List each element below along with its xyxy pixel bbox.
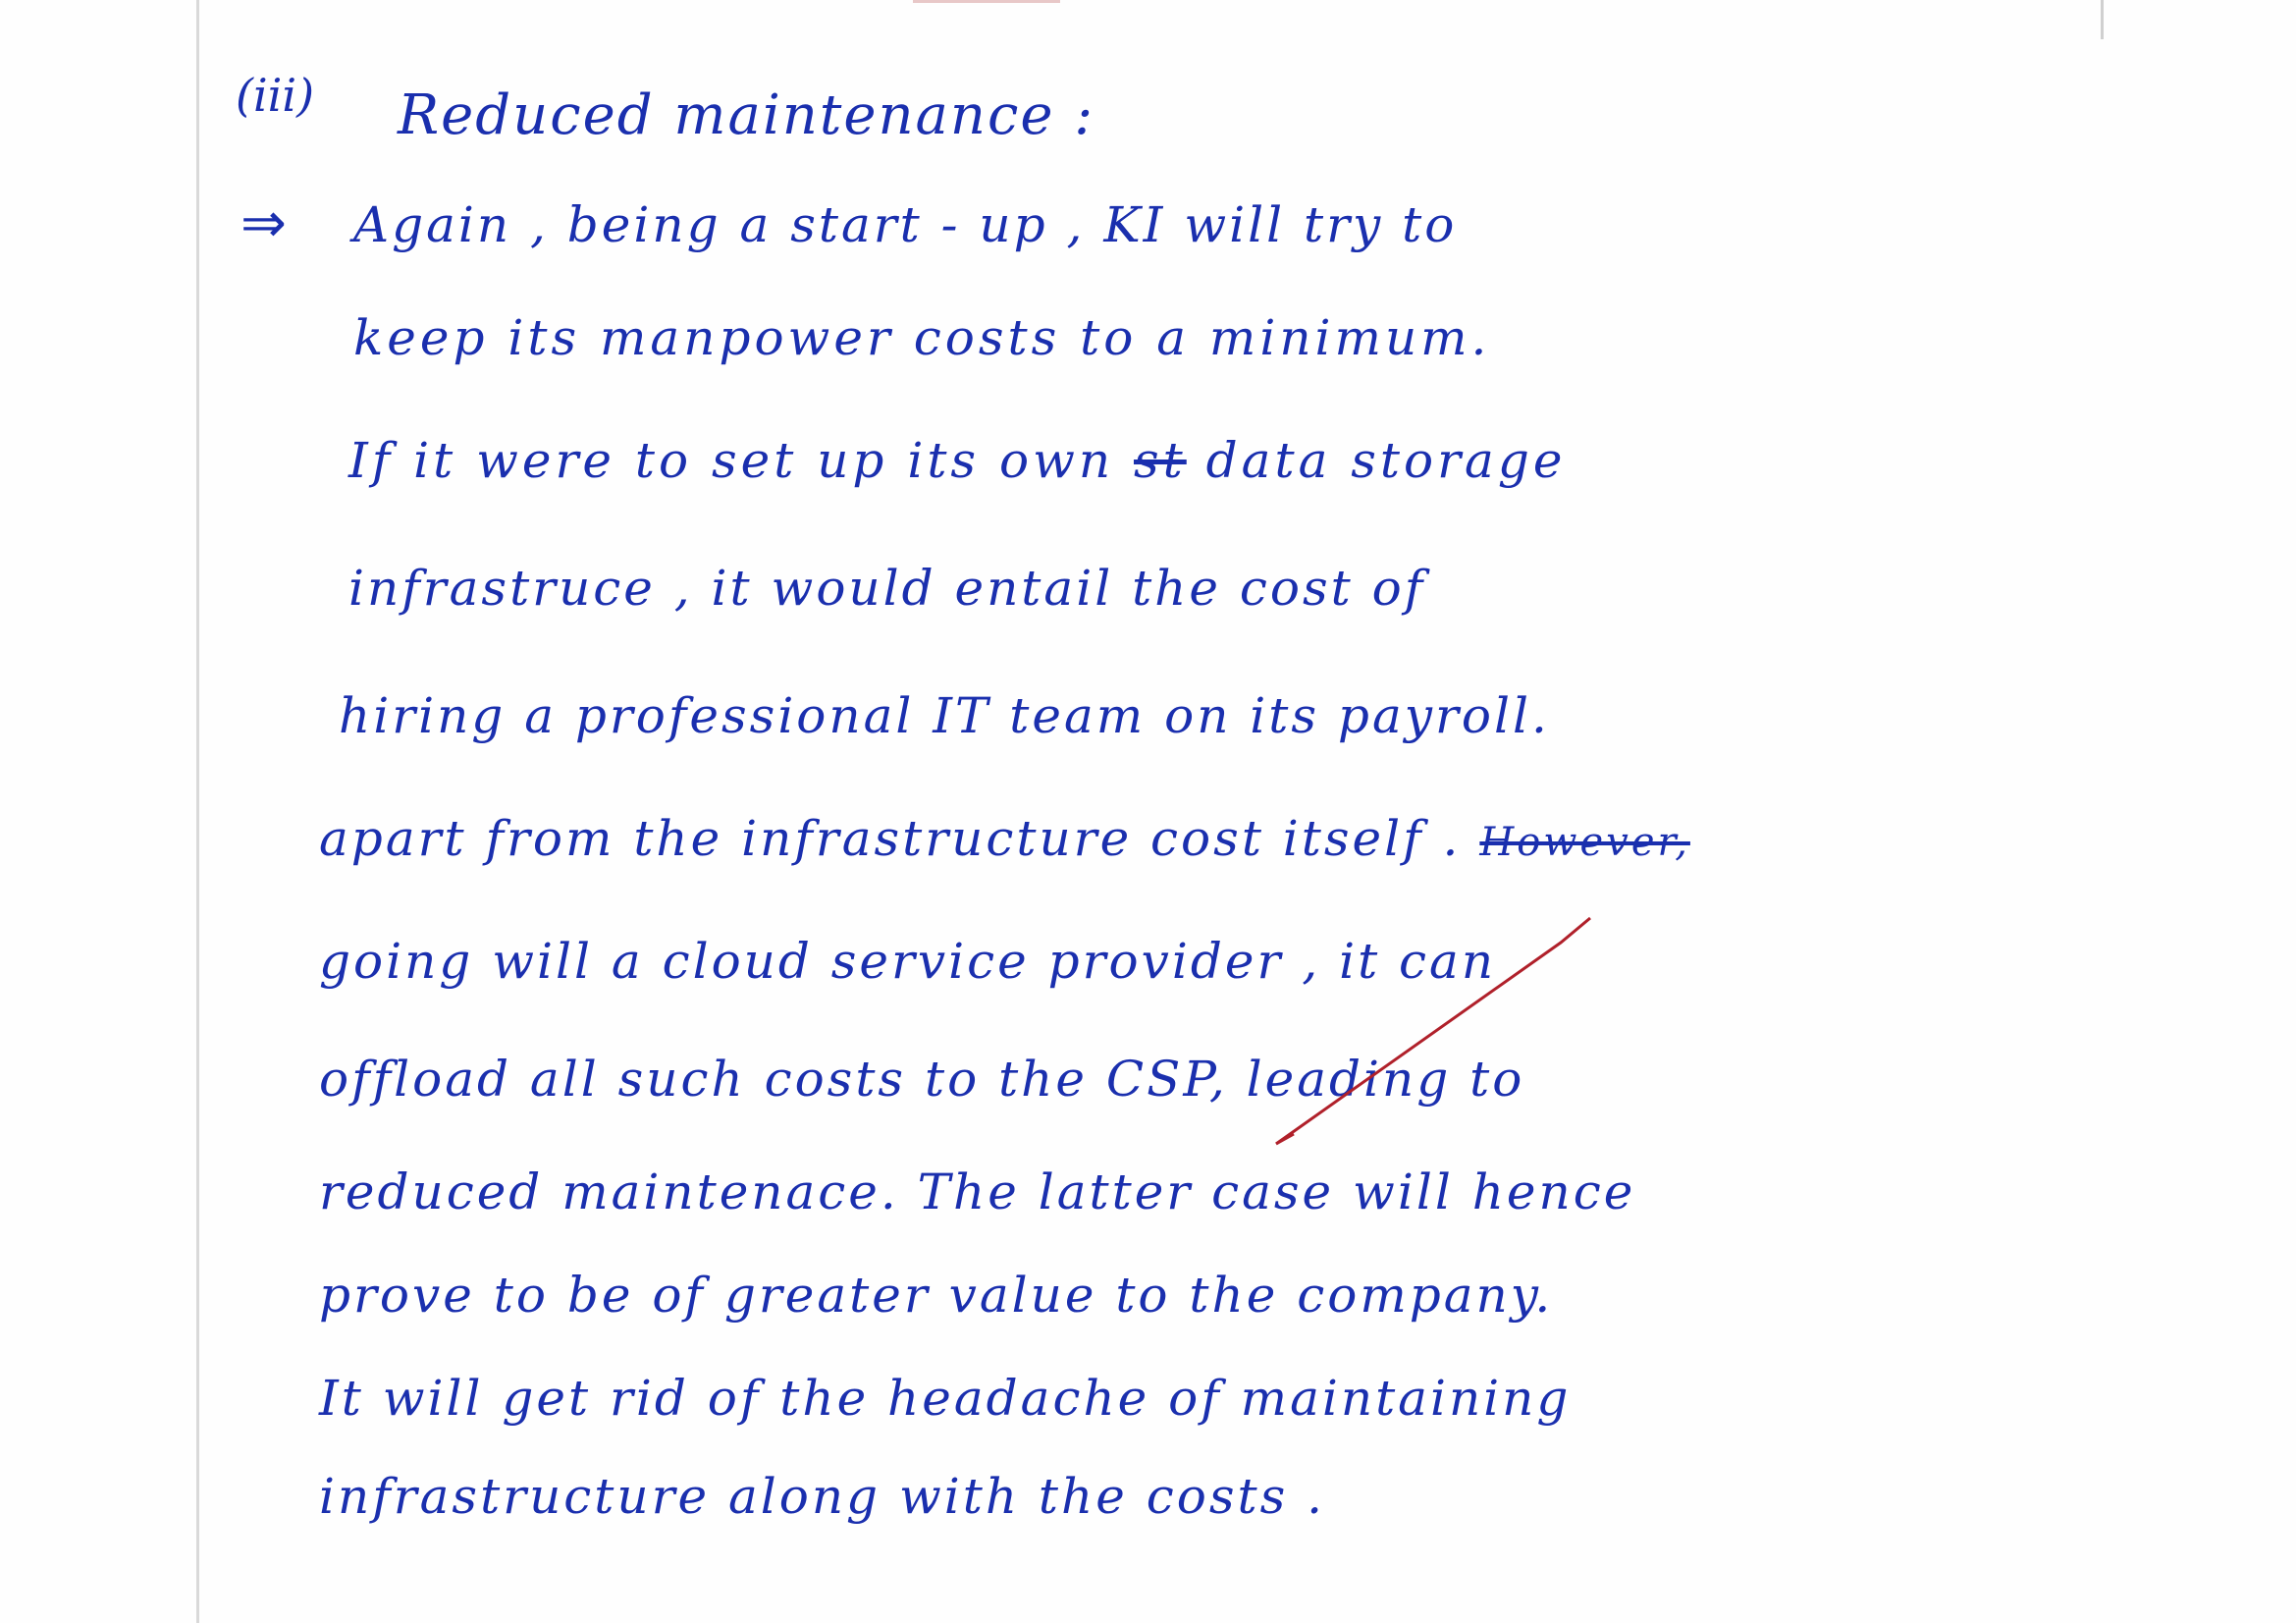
page-top-edge — [913, 0, 1060, 3]
text-line-4: infrastruce , it would entail the cost of — [348, 560, 1426, 617]
text-line-6-main: apart from the infrastructure cost itself . — [319, 810, 1462, 867]
struck-word-however: However, — [1479, 820, 1690, 865]
implies-arrow-icon: ⇒ — [240, 191, 287, 255]
heading-number: (iii) — [236, 69, 315, 122]
struck-word: st — [1133, 432, 1187, 489]
text-line-10: prove to be of greater value to the company. — [319, 1267, 1554, 1324]
heading-title: Reduced maintenance : — [398, 83, 1095, 147]
text-line-6 — [319, 810, 1690, 867]
text-line-11: It will get rid of the headache of maintaining — [319, 1370, 1572, 1427]
text-line-7: going will a cloud service provider , it can — [319, 933, 1497, 990]
text-line-1: Again , being a start - up , KI will try to — [353, 196, 1458, 253]
text-line-12: infrastructure along with the costs . — [319, 1468, 1326, 1525]
page-right-edge — [2101, 0, 2104, 39]
text-line-3 — [348, 432, 1566, 489]
text-line-5: hiring a professional IT team on its payroll. — [339, 687, 1550, 744]
margin-line — [196, 0, 199, 1623]
text-line-3-tail: data storage — [1205, 432, 1567, 489]
text-line-9: reduced maintenace. The latter case will hence — [319, 1163, 1636, 1220]
text-line-3-main: If it were to set up its own — [348, 432, 1115, 489]
text-line-2: keep its manpower costs to a minimum. — [353, 309, 1491, 366]
text-line-8: offload all such costs to the CSP, leading to — [319, 1051, 1525, 1108]
